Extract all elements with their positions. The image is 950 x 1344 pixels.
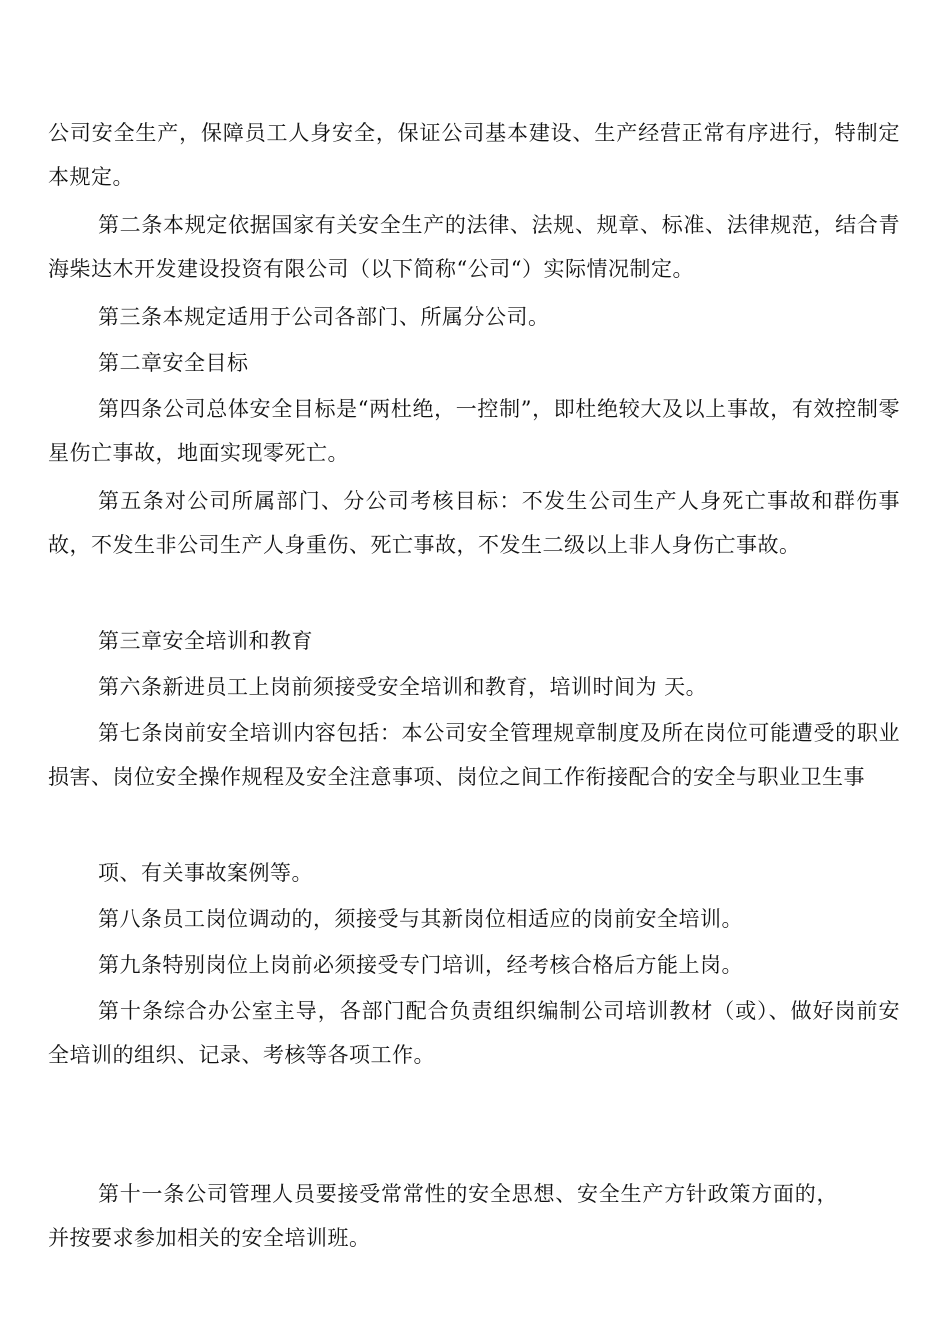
chapter-heading-2: 第二章安全目标 [98,351,249,375]
paragraph-article-4: 第四条公司总体安全目标是“两杜绝，一控制”，即杜绝较大及以上事故，有效控制零星伤亡事故，地面实现零死亡。 [48,397,900,465]
paragraph-article-8: 第八条员工岗位调动的，须接受与其新岗位相适应的岗前安全培训。 [98,907,743,931]
paragraph-article-11: 第十一条公司管理人员要接受常常性的安全思想、安全生产方针政策方面的，并按要求参加相关的安全培训班。 [48,1182,838,1250]
paragraph-article-7: 第七条岗前安全培训内容包括：本公司安全管理规章制度及所在岗位可能遭受的职业损害、岗位安全操作规程及安全注意事项、岗位之间工作衔接配合的安全与职业卫生事 [48,721,900,789]
paragraph-article-3: 第三条本规定适用于公司各部门、所属分公司。 [98,305,550,329]
paragraph-intro: 公司安全生产，保障员工人身安全，保证公司基本建设、生产经营正常有序进行，特制定本规定。 [48,121,900,189]
paragraph-article-5: 第五条对公司所属部门、分公司考核目标：不发生公司生产人身死亡事故和群伤事故，不发生非公司生产人身重伤、死亡事故，不发生二级以上非人身伤亡事故。 [48,489,900,557]
paragraph-article-9: 第九条特别岗位上岗前必须接受专门培训，经考核合格后方能上岗。 [98,953,743,977]
paragraph-article-6: 第六条新进员工上岗前须接受安全培训和教育，培训时间为 天。 [98,675,708,699]
paragraph-article-7-continued: 项、有关事故案例等。 [98,861,313,885]
chapter-heading-3: 第三章安全培训和教育 [98,629,313,653]
paragraph-article-2: 第二条本规定依据国家有关安全生产的法律、法规、规章、标准、法律规范，结合青海柴达木开发建设投资有限公司（以下简称“公司“）实际情况制定。 [48,213,900,281]
paragraph-article-10: 第十条综合办公室主导，各部门配合负责组织编制公司培训教材（或）、做好岗前安全培训的组织、记录、考核等各项工作。 [48,999,900,1067]
